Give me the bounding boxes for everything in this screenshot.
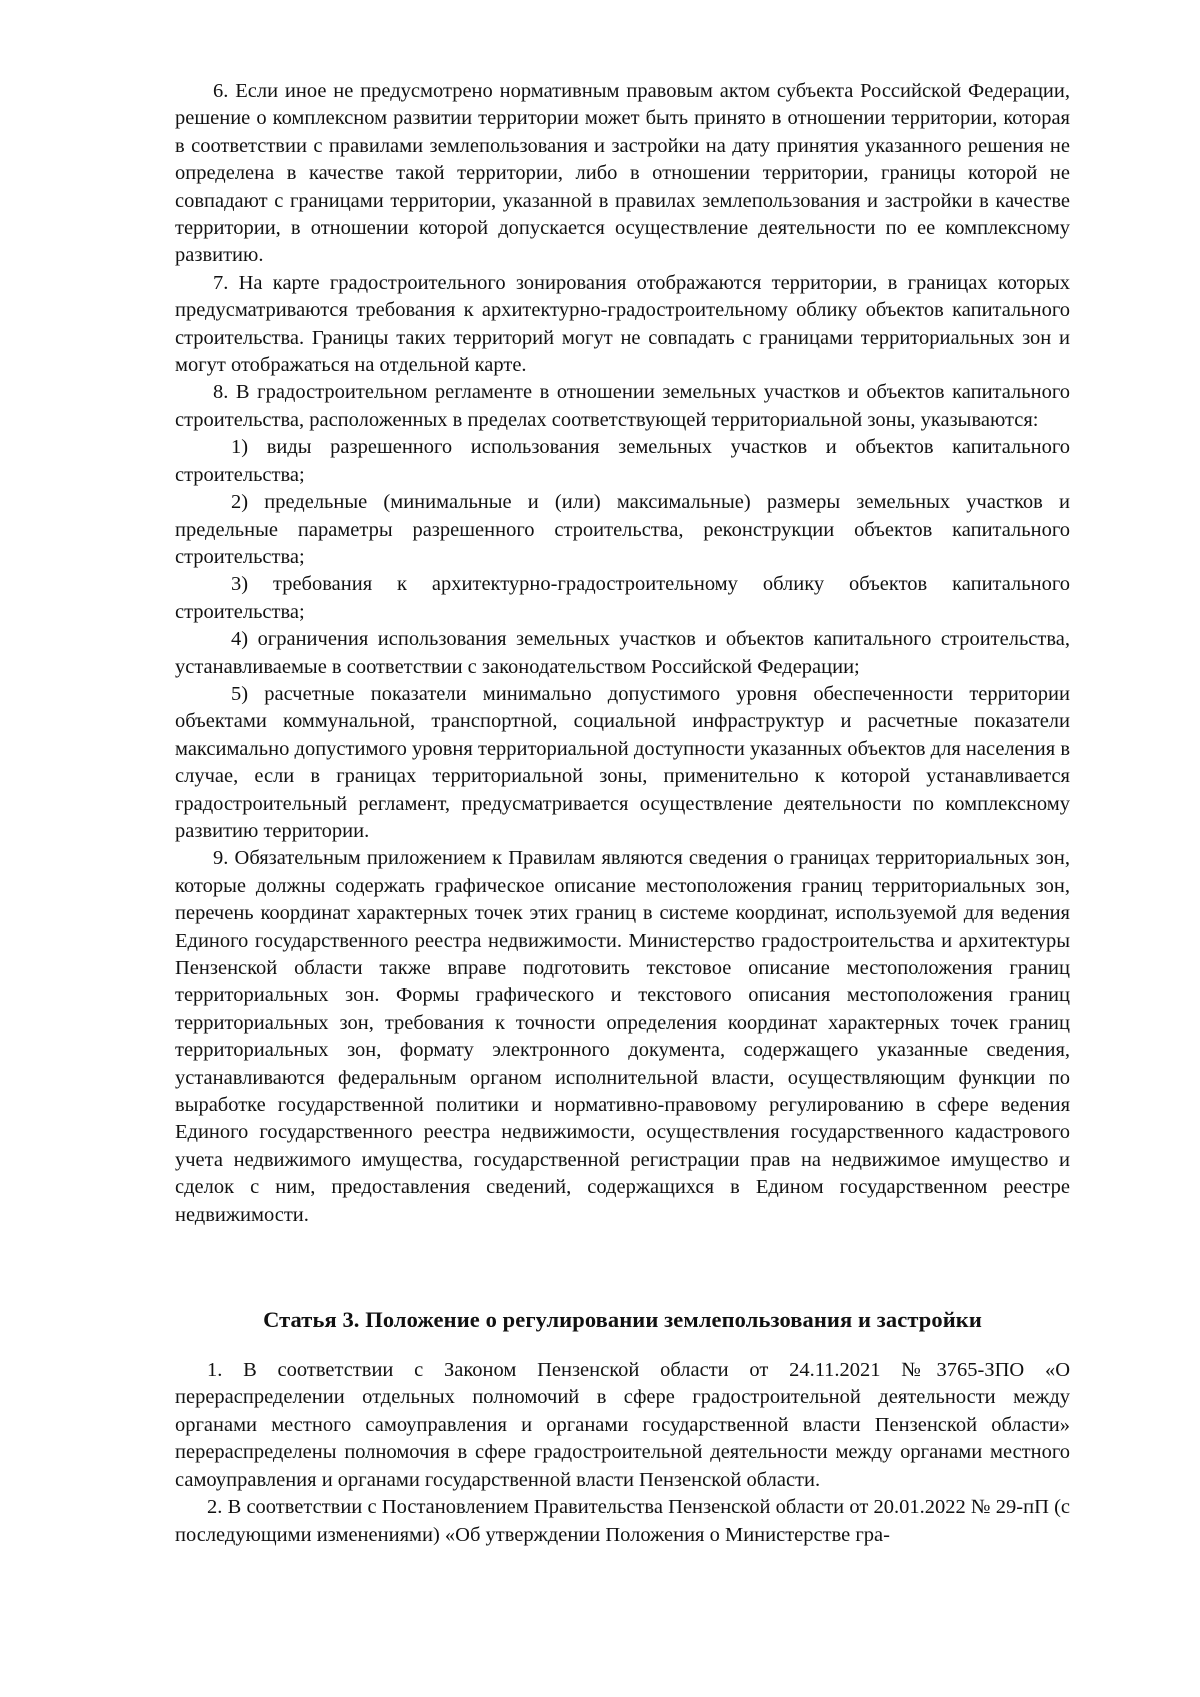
article-heading: Статья 3. Положение о регулировании землепользования и застройки (263, 1307, 982, 1333)
list-item-5: 5) расчетные показатели минимально допустимого уровня обеспеченности территории объектами коммунальной, транспортной, социальной инфраструктур и расчетные показатели максимально допустимого уровня территориальной доступности указанных объектов для населения в случае, если в границах территориальной зоны, применительно к которой устанавливается градостроительный регламент, предусматривается осуществление деятельности по комплексному развитию территории. (175, 682, 1070, 842)
document-page (175, 78, 1070, 1549)
article-paragraph-1: 1. В соответствии с Законом Пензенской области от 24.11.2021 №3765-ЗПО «О перераспределении отдельных полномочий в сфере градостроительной деятельности между органами местного самоуправления и органами государственной власти Пензенской области» перераспределены полномочия в сфере градостроительной деятельности между органами местного самоуправления и органами государственной власти Пензенской области. (175, 1359, 1070, 1491)
list-item-2: 2) предельные (минимальные и (или) максимальные) размеры земельных участков и предельные параметры разрешенного строительства, реконструкции объектов капитального строительства; (175, 491, 1070, 568)
list-item-1: 1) виды разрешенного использования земельных участков и объектов капитального строительства; (175, 436, 1070, 486)
paragraph-9: 9. Обязательным приложением к Правилам являются сведения о границах территориальных зон, которые должны содержать графическое описание местоположения границ территориальных зон, перечень координат характерных точек этих границ в системе координат, используемой для ведения Единого государственного реестра недвижимости. Министерство градостроительства и архитектуры Пензенской области также вправе подготовить текстовое описание местоположения границ территориальных зон. Формы графического и текстового описания местоположения границ территориальных зон, требования к точности определения координат характерных точек границ территориальных зон, формату электронного документа, содержащего указанные сведения, устанавливаются федеральным органом исполнительной власти, осуществляющим функции по выработке государственной политики и нормативно-правовому регулированию в сфере ведения Единого государственного реестра недвижимости, осуществления государственного кадастрового учета недвижимого имущества, государственной регистрации прав на недвижимое имущество и сделок с ним, предоставления сведений, содержащихся в Едином государственном реестре недвижимости. (175, 847, 1070, 1226)
list-item-4: 4) ограничения использования земельных участков и объектов капитального строительства, устанавливаемые в соответствии с законодательством Российской Федерации; (175, 628, 1070, 678)
article-paragraph-2: 2. В соответствии с Постановлением Правительства Пензенской области от 20.01.2022 № 29-пП (с последующими изменениями) «Об утверждении Положения о Министерстве гра- (175, 1496, 1070, 1546)
list-item-3: 3) требования к архитектурно-градостроительному облику объектов капитального строительства; (175, 573, 1070, 623)
paragraph-8: 8. В градостроительном регламенте в отношении земельных участков и объектов капитального строительства, расположенных в пределах соответствующей территориальной зоны, указываются: (175, 381, 1070, 431)
paragraph-7: 7. На карте градостроительного зонирования отображаются территории, в границах которых предусматриваются требования к архитектурно-градостроительному облику объектов капитального строительства. Границы таких территорий могут не совпадать с границами территориальных зон и могут отображаться на отдельной карте. (175, 271, 1070, 377)
heading-spacer (175, 1335, 1070, 1357)
paragraph-6: 6. Если иное не предусмотрено нормативным правовым актом субъекта Российской Федерации, решение о комплексном развитии территории может быть принято в отношении территории, которая в соответствии с правилами землепользования и застройки на дату принятия указанного решения не определена в качестве такой территории, либо в отношении территории, границы которой не совпадают с границами территории, указанной в правилах землепользования и застройки в качестве территории, в отношении которой допускается осуществление деятельности по ее комплексному развитию. (175, 80, 1070, 267)
